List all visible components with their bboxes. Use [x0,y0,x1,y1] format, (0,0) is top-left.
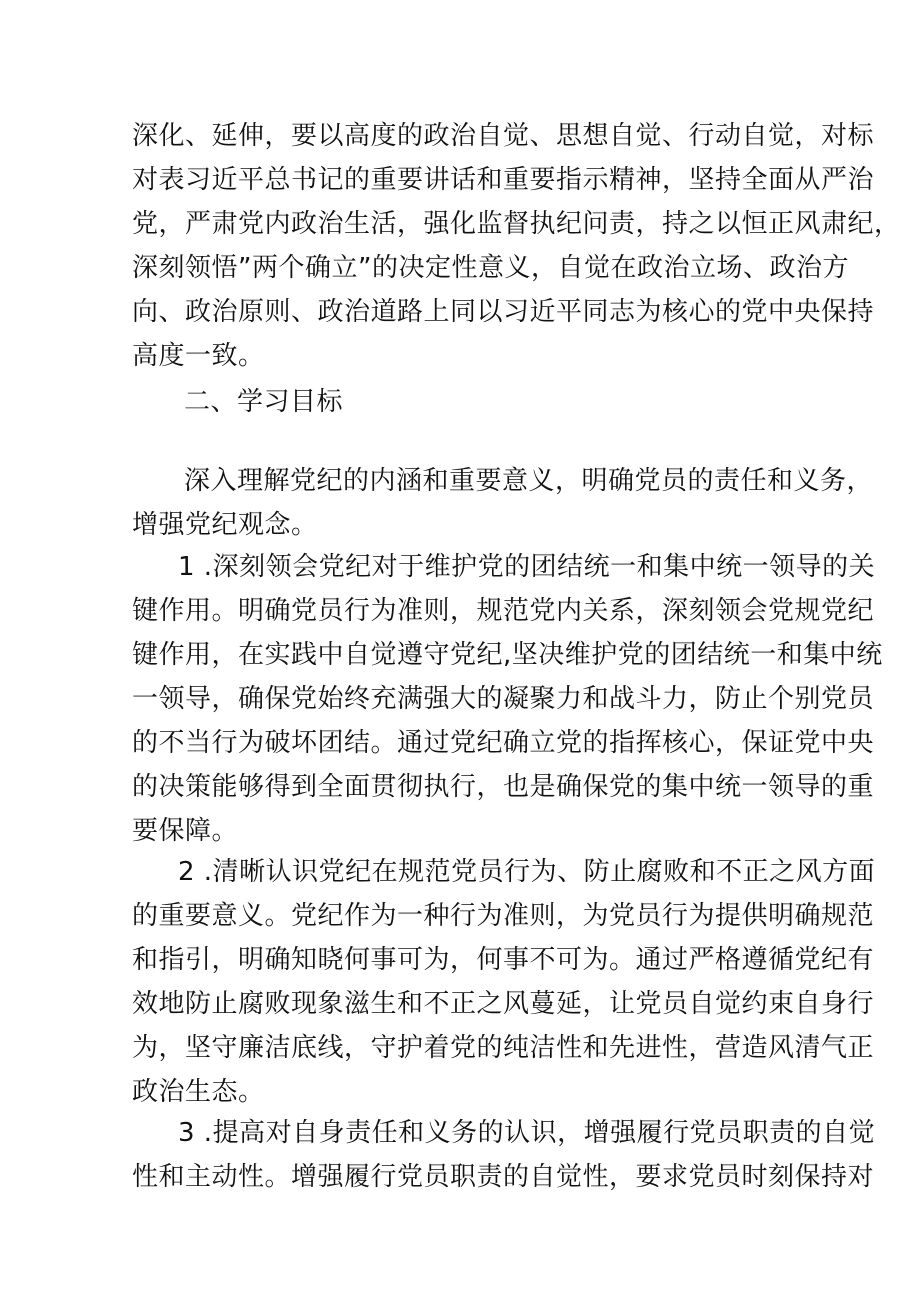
item1-line-1: 1 .深刻领会党纪对于维护党的团结统一和集中统一领导的关 [178,552,876,582]
intro-line-4: 深刻领悟”两个确立”的决定性意义，自觉在政治立场、政治方 [132,253,849,283]
item2-line-2: 的重要意义。党纪作为一种行为准则，为党员行为提供明确规范 [132,901,875,931]
intro-line-5: 向、政治原则、政治道路上同以习近平同志为核心的党中央保持 [132,297,875,327]
item1-line-4: 一领导，确保党始终充满强大的凝聚力和战斗力，防止个别党员 [132,684,875,714]
item1-line-3: 键作用，在实践中自觉遵守党纪,坚决维护党的团结统一和集中统 [132,640,883,670]
item2-line-4: 效地防止腐败现象滋生和不正之风蔓延，让党员自觉约束自身行 [132,989,875,1019]
item3-line-2: 性和主动性。增强履行党员职责的自觉性，要求党员时刻保持对 [132,1162,875,1192]
intro-line-1: 深化、延伸，要以高度的政治自觉、思想自觉、行动自觉，对标 [132,121,875,151]
intro-line-2: 对表习近平总书记的重要讲话和重要指示精神，坚持全面从严治 [132,165,875,195]
goal-line-2: 增强党纪观念。 [132,510,318,540]
item2-line-6: 政治生态。 [132,1077,265,1107]
item1-line-2: 键作用。明确党员行为准则，规范党内关系，深刻领会党规党纪 [132,596,875,626]
item1-line-5: 的不当行为破坏团结。通过党纪确立党的指挥核心，保证党中央 [132,728,875,758]
intro-line-3: 党，严肃党内政治生活，强化监督执纪问责，持之以恒正风肃纪， [132,209,901,239]
item3-line-1: 3 .提高对自身责任和义务的认识，增强履行党员职责的自觉 [178,1118,876,1148]
intro-line-6: 高度一致。 [132,341,265,371]
item2-line-5: 为，坚守廉洁底线，守护着党的纯洁性和先进性，营造风清气正 [132,1033,875,1063]
item2-line-1: 2 .清晰认识党纪在规范党员行为、防止腐败和不正之风方面 [178,857,876,887]
item1-line-7: 要保障。 [132,816,239,846]
item2-line-3: 和指引，明确知晓何事可为，何事不可为。通过严格遵循党纪有 [132,945,875,975]
section-heading: 二、学习目标 [184,387,344,417]
item1-line-6: 的决策能够得到全面贯彻执行，也是确保党的集中统一领导的重 [132,772,875,802]
goal-line-1: 深入理解党纪的内涵和重要意义，明确党员的责任和义务， [184,466,874,496]
